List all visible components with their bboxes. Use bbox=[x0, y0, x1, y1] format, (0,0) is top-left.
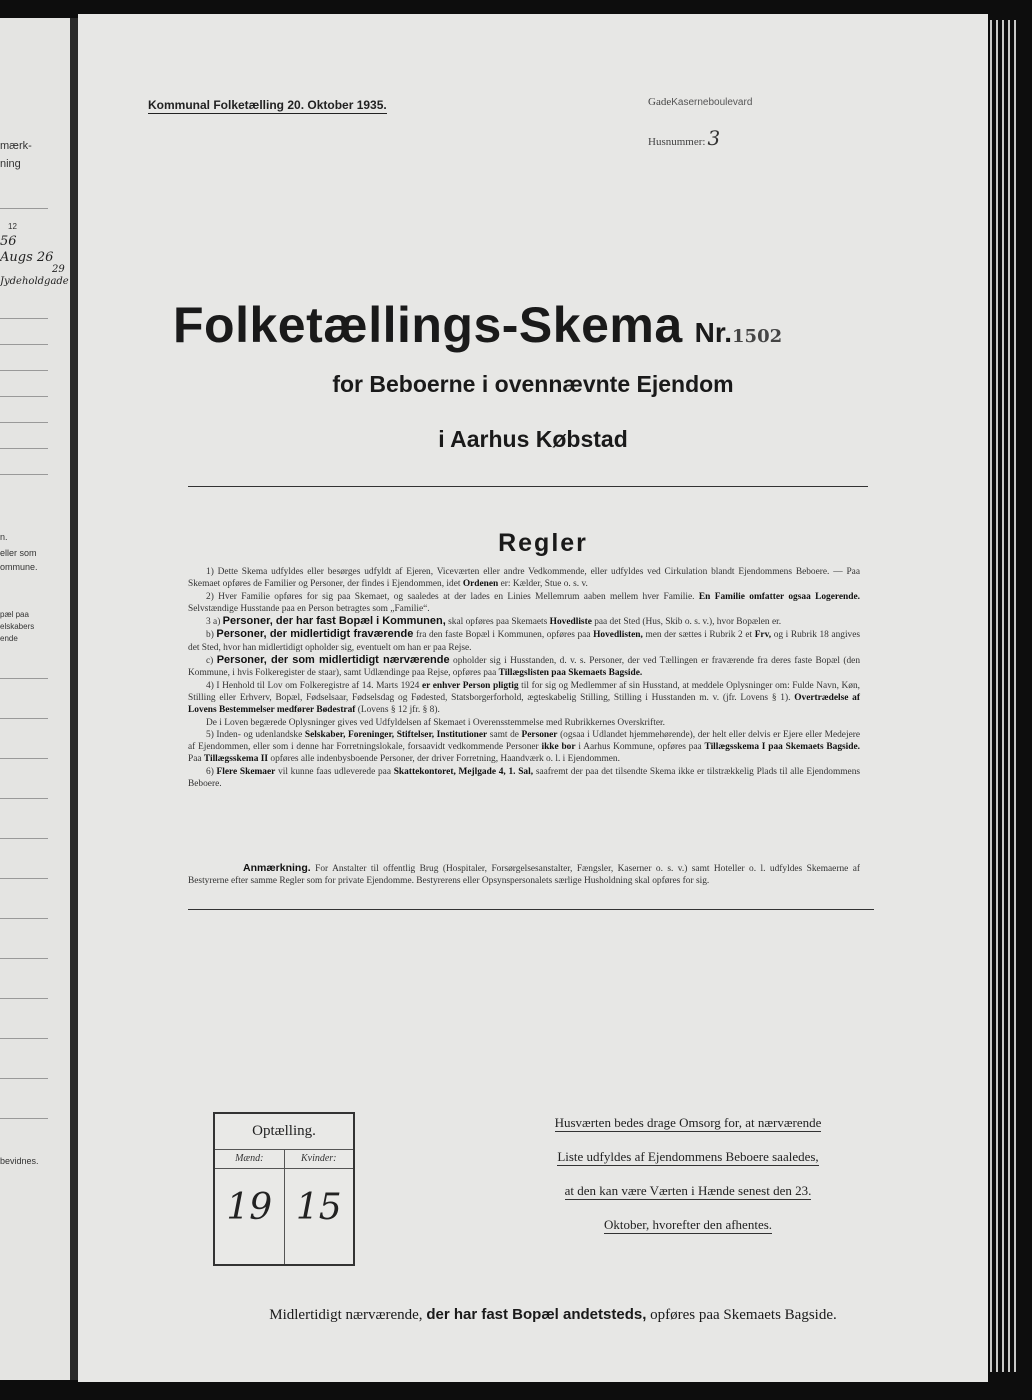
women-count: 15 bbox=[295, 1187, 342, 1228]
notice-line: Oktober, hvorefter den afhentes. bbox=[603, 1217, 773, 1232]
left-rule bbox=[0, 718, 48, 719]
left-rule bbox=[0, 344, 48, 345]
women-column bbox=[285, 1150, 354, 1264]
census-form-page bbox=[78, 14, 988, 1382]
count-box bbox=[213, 1112, 355, 1266]
left-rule bbox=[0, 878, 48, 879]
remark-text: For Anstalter til offentlig Brug (Hospitaler, Forsørgelsesanstalter, Fængsler, Kaserner o. s. v.) samt Hoteller o. l. udfyldes Skemaerne af Bestyrerne efter samme Regler som for private Ejendomme. Bestyrerens eller Opsynspersonalets særlige Husholdning skal opføres for sig. bbox=[188, 864, 861, 887]
rule-3c: c) Personer, der som midlertidigt nærværende opholder sig i Husstanden, d. v. s. Personer, der ved Tællingen er fraværende fra deres faste Bopæl (den Kommune, i hvis Folkeregister de staar), samt Udlændinge paa Rejse, opføres paa Tillægslisten paa Skemaets Bagside. bbox=[188, 654, 861, 679]
house-number-row bbox=[648, 126, 752, 156]
rules-text bbox=[188, 566, 860, 790]
left-rule bbox=[0, 678, 48, 679]
address-block bbox=[648, 96, 752, 156]
adjacent-page-fragment bbox=[0, 18, 70, 1380]
census-header: Kommunal Folketælling 20. Oktober 1935. bbox=[148, 98, 387, 112]
rule-2: 2) Hver Familie opføres for sig paa Skemaet, og saaledes at der lades en Linies Mellemrum aaben mellem hver Familie. En Familie omfatter ogsaa Logerende. Selvstændige Husstande paa en Person betragtes som „Familie“. bbox=[188, 591, 860, 614]
form-subtitle-1: for Beboerne i ovennævnte Ejendom bbox=[332, 371, 734, 397]
form-number-label: Nr. bbox=[694, 317, 733, 348]
rules-heading: Regler bbox=[498, 529, 588, 557]
women-label: Kvinder: bbox=[285, 1150, 354, 1169]
rule-4: 4) I Henhold til Lov om Folkeregistre af 14. Marts 1924 er enhver Person pligtig til for sig og Medlemmer af sin Husstand, at meddele Oplysninger om: Fulde Navn, Køn, Stilling eller Erhverv, Bopæl, Fødselsaar, Fødselsdag og Fødested, Statsborgerforhold, ægteskabelig Stilling, Stilling i Husstanden m. v. (jfr. Lovens § 1). Overtrædelse af Lovens Bestemmelser medfører Bødestraf (Lovens § 12 jfr. § 8). bbox=[188, 680, 861, 716]
count-box-title: Optælling. bbox=[215, 1114, 353, 1150]
rule-5: 5) Inden- og udenlandske Selskaber, Foreninger, Stiftelser, Institutioner samt de Personer (ogsaa i Udlandet hjemmehørende), der helt eller delvis er Ejere eller Medejere af Ejendommen, eller som i denne har Forretningslokale, forsaavidt vedkommende Personer ikke bor i Aarhus Kommune, opføres paa Tillægsskema I paa Skemaets Bagside. Paa Tillægsskema II opføres alle indenbysboende Personer, der driver Forretning, Haandværk o. l. i Ejendommen. bbox=[188, 729, 861, 765]
divider-bottom bbox=[188, 909, 874, 910]
left-rule bbox=[0, 318, 48, 319]
left-rule bbox=[0, 958, 48, 959]
rule-4-continued: De i Loven begærede Oplysninger gives ved Udfyldelsen af Skemaet i Overensstemmelse med Rubrikkernes Overskrifter. bbox=[206, 717, 665, 728]
footer-note: Midlertidigt nærværende, der har fast Bopæl andetsteds, opføres paa Skemaets Bagside. bbox=[269, 1306, 837, 1323]
notice-line: Liste udfyldes af Ejendommens Beboere saaledes, bbox=[557, 1149, 819, 1164]
notice-line: Husværten bedes drage Omsorg for, at nærværende bbox=[554, 1115, 822, 1130]
men-column bbox=[215, 1150, 285, 1264]
rule-3a: 3 a) Personer, der har fast Bopæl i Kommunen, skal opføres paa Skemaets Hovedliste paa det Sted (Hus, Skib o. s. v.), hvor Bopælen er. bbox=[206, 615, 782, 628]
left-fragment: bevidnes. bbox=[0, 1156, 39, 1166]
rule-6: 6) Flere Skemaer vil kunne faas udleverede paa Skattekontoret, Mejlgade 4, 1. Sal, saafremt der paa det tilsendte Skema ikke er tilstrækkelig Plads til alle Ejendommens Beboere. bbox=[188, 766, 861, 790]
men-count: 19 bbox=[226, 1187, 273, 1228]
left-rule bbox=[0, 1118, 48, 1119]
left-fragment: pæl paa bbox=[0, 610, 29, 619]
divider-top bbox=[188, 486, 868, 487]
left-rule bbox=[0, 918, 48, 919]
street-label: Gade bbox=[648, 96, 672, 108]
men-label: Mænd: bbox=[215, 1150, 284, 1169]
page-edges bbox=[988, 20, 1018, 1372]
left-fragment: mærk- bbox=[0, 140, 32, 152]
left-fragment: n. bbox=[0, 532, 8, 542]
remark-paragraph bbox=[188, 862, 860, 888]
remark-label: Anmærkning. bbox=[243, 862, 311, 874]
left-handwriting: Augs 26 bbox=[0, 250, 54, 265]
left-rule bbox=[0, 422, 48, 423]
notice-line: at den kan være Værten i Hænde senest den 23. bbox=[564, 1183, 812, 1198]
left-rule bbox=[0, 474, 48, 475]
left-rule bbox=[0, 1078, 48, 1079]
left-fragment: ommune. bbox=[0, 562, 38, 572]
left-rule bbox=[0, 998, 48, 999]
left-handwriting: 29 bbox=[52, 264, 65, 275]
form-title-main: Folketællings-Skema bbox=[173, 297, 683, 353]
left-rule bbox=[0, 448, 48, 449]
left-rule bbox=[0, 396, 48, 397]
left-rule bbox=[0, 798, 48, 799]
left-handwriting: Jydeholdgade bbox=[0, 276, 69, 287]
left-rule bbox=[0, 208, 48, 209]
landlord-notice bbox=[518, 1110, 858, 1246]
left-rule bbox=[0, 370, 48, 371]
left-rule bbox=[0, 838, 48, 839]
left-fragment: ning bbox=[0, 158, 21, 170]
house-number-value: 3 bbox=[707, 126, 721, 150]
rule-1: 1) Dette Skema udfyldes eller besørges udfyldt af Ejeren, Viceværten eller andre Vedkommende, eller udfyldes ved Cirkulation blandt Ejendommens Beboere. — Paa Skemaet opføres de Familier og Personer, der findes i Ejendommen, idet Ordenen er: Kælder, Stue o. s. v. bbox=[188, 567, 860, 590]
left-rule bbox=[0, 1038, 48, 1039]
left-fragment: 12 bbox=[8, 222, 17, 231]
left-fragment: ende bbox=[0, 634, 18, 643]
form-title bbox=[173, 296, 782, 354]
left-fragment: eller som bbox=[0, 548, 37, 558]
left-rule bbox=[0, 758, 48, 759]
street-value: Kaserneboulevard bbox=[671, 97, 753, 108]
form-number-value: 1502 bbox=[732, 326, 783, 347]
left-handwriting: 56 bbox=[0, 234, 17, 249]
street-row bbox=[648, 96, 752, 126]
form-subtitle-2: i Aarhus Købstad bbox=[438, 426, 628, 452]
house-number-label: Husnummer: bbox=[648, 136, 706, 148]
rule-3b: b) Personer, der midlertidigt fraværende fra den faste Bopæl i Kommunen, opføres paa Hovedlisten, men der sættes i Rubrik 2 et Frv, og i Rubrik 18 angives det Sted, hvor han midlertidigt opholder sig, eventuelt om han er paa Rejse. bbox=[188, 628, 861, 653]
left-fragment: elskabers bbox=[0, 622, 35, 631]
book-spine bbox=[70, 18, 78, 1380]
